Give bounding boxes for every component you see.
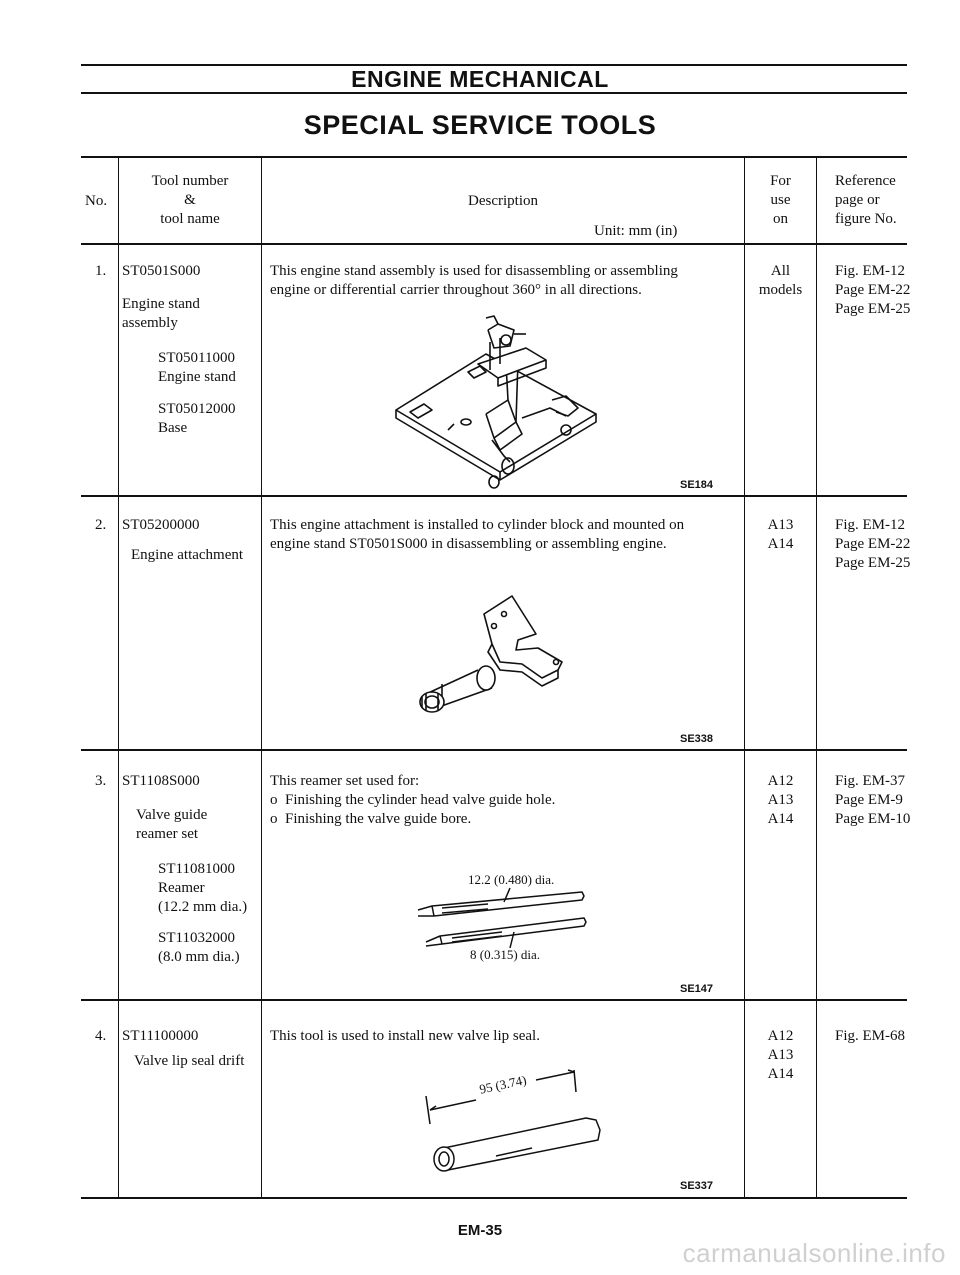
row-2-model: A14	[767, 536, 794, 552]
row-4-model: A12	[767, 1028, 794, 1044]
row-3-description-line: This reamer set used for:	[270, 773, 420, 789]
row-4-models	[745, 1027, 816, 1084]
row-1-tool-name-line: assembly	[122, 315, 178, 331]
row-3-models	[745, 772, 816, 829]
header-no: No.	[85, 193, 108, 209]
header-reference-line: page or	[835, 192, 880, 208]
row-3-figure-label-upper: 12.2 (0.480) dia.	[468, 872, 555, 887]
row-3-subitem-2	[158, 929, 240, 967]
row-1-tool-name-line: Engine stand	[122, 296, 200, 312]
row-4-model: A14	[767, 1066, 794, 1082]
col-divider-2	[261, 157, 262, 1198]
row-4-no: 4.	[95, 1028, 107, 1044]
row-3-tool-name	[136, 806, 207, 844]
row-4-tool-number: ST11100000	[122, 1028, 199, 1044]
row-1-subitem-name: Engine stand	[158, 369, 236, 385]
page-title: SPECIAL SERVICE TOOLS	[303, 110, 657, 140]
row-1-tool-name	[122, 295, 200, 333]
row-1-subitem-number: ST05011000	[158, 350, 235, 366]
row-3-model: A14	[767, 811, 794, 827]
col-divider-4	[816, 157, 817, 1198]
reamer-set-illustration	[412, 886, 592, 956]
row-2-model: A13	[767, 517, 794, 533]
header-tool	[119, 172, 261, 229]
row-4-figure-code: SE337	[680, 1180, 714, 1192]
row-2-description	[270, 516, 684, 554]
row-3-subitem-extra: (12.2 mm dia.)	[158, 899, 248, 915]
header-for-use-line: on	[773, 211, 788, 227]
header-reference-line: figure No.	[835, 211, 897, 227]
row-1-reference: Page EM-22	[835, 282, 911, 298]
row-1-no: 1.	[95, 263, 107, 279]
row-3-subitem-number: ST11032000	[158, 930, 235, 946]
row-1-reference: Fig. EM-12	[835, 263, 906, 279]
row-1-tool-number: ST0501S000	[122, 263, 201, 279]
row-3-no: 3.	[95, 773, 107, 789]
row-2-references	[835, 516, 910, 573]
row-2-no: 2.	[95, 517, 107, 533]
header-tool-line: &	[184, 192, 196, 208]
header-tool-line: Tool number	[151, 173, 229, 189]
table-rule-row3	[81, 999, 907, 1001]
row-2-reference: Page EM-22	[835, 536, 911, 552]
row-2-figure-code: SE338	[680, 733, 714, 745]
header-tool-line: tool name	[160, 211, 220, 227]
row-3-reference: Page EM-9	[835, 792, 903, 808]
header-rule-bottom	[81, 92, 907, 94]
table-rule-row2	[81, 749, 907, 751]
row-2-description-line: This engine attachment is installed to cylinder block and mounted on	[270, 517, 685, 533]
row-3-reference: Page EM-10	[835, 811, 911, 827]
row-2-tool-name: Engine attachment	[131, 547, 244, 563]
row-2-reference: Page EM-25	[835, 555, 911, 571]
row-3-description-list-item: o Finishing the valve guide bore.	[270, 811, 472, 827]
section-title: ENGINE MECHANICAL	[351, 66, 609, 92]
table-rule-top	[81, 156, 907, 158]
table-rule-row1	[81, 495, 907, 497]
row-3-subitem-number: ST11081000	[158, 861, 235, 877]
row-3-subitem-name: Reamer	[158, 880, 205, 896]
row-4-tool-name: Valve lip seal drift	[134, 1053, 245, 1069]
row-1-figure-code: SE184	[680, 479, 714, 491]
row-1-model: All	[770, 263, 791, 279]
row-1-description-line: This engine stand assembly is used for disassembling or assembling	[270, 263, 678, 279]
row-1-references	[835, 262, 910, 319]
col-divider-1	[118, 157, 119, 1198]
row-3-subitem-1	[158, 860, 247, 917]
row-1-model: models	[758, 282, 803, 298]
row-2-description-line: engine stand ST0501S000 in disassembling or assembling engine.	[270, 536, 667, 552]
row-3-tool-name-line: reamer set	[136, 826, 199, 842]
engine-stand-illustration	[390, 312, 600, 487]
header-description: Description	[468, 193, 538, 209]
header-for-use-line: For	[770, 173, 791, 189]
engine-attachment-illustration	[408, 592, 588, 712]
table-rule-header	[81, 243, 907, 245]
row-3-reference: Fig. EM-37	[835, 773, 906, 789]
page-number: EM-35	[457, 1222, 503, 1239]
header-reference	[835, 172, 897, 229]
watermark: carmanualsonline.info	[682, 1238, 946, 1268]
row-4-reference: Fig. EM-68	[835, 1028, 906, 1044]
row-3-description-list-item: o Finishing the cylinder head valve guide hole.	[270, 792, 556, 808]
row-1-subitem-number: ST05012000	[158, 401, 236, 417]
row-3-figure-label-lower: 8 (0.315) dia.	[470, 947, 541, 962]
row-4-references	[835, 1027, 905, 1046]
valve-lip-seal-drift-illustration	[424, 1066, 604, 1176]
row-3-tool-name-line: Valve guide	[136, 807, 208, 823]
row-3-tool-number: ST1108S000	[122, 773, 200, 789]
row-1-subitem-2	[158, 400, 236, 438]
row-2-reference: Fig. EM-12	[835, 517, 906, 533]
header-for-use-line: use	[770, 192, 791, 208]
header-unit: Unit: mm (in)	[594, 223, 678, 239]
row-1-description	[270, 262, 678, 300]
header-reference-line: Reference	[835, 173, 896, 189]
row-4-figure-dimension: 95 (3.74)	[478, 1072, 528, 1097]
row-1-description-line: engine or differential carrier throughout 360° in all directions.	[270, 282, 642, 298]
table-rule-bottom	[81, 1197, 907, 1199]
row-2-tool-number: ST05200000	[122, 517, 200, 533]
row-3-references	[835, 772, 910, 829]
row-3-figure-code: SE147	[680, 983, 714, 995]
row-3-subitem-name: (8.0 mm dia.)	[158, 949, 240, 965]
row-2-models	[745, 516, 816, 554]
row-1-subitem-name: Base	[158, 420, 188, 436]
header-for-use	[745, 172, 816, 229]
row-4-model: A13	[767, 1047, 794, 1063]
row-1-models	[745, 262, 816, 300]
row-3-model: A13	[767, 792, 794, 808]
row-3-description	[270, 772, 555, 829]
row-1-reference: Page EM-25	[835, 301, 911, 317]
row-3-model: A12	[767, 773, 794, 789]
row-4-description: This tool is used to install new valve lip seal.	[270, 1028, 540, 1044]
row-1-subitem-1	[158, 349, 236, 387]
